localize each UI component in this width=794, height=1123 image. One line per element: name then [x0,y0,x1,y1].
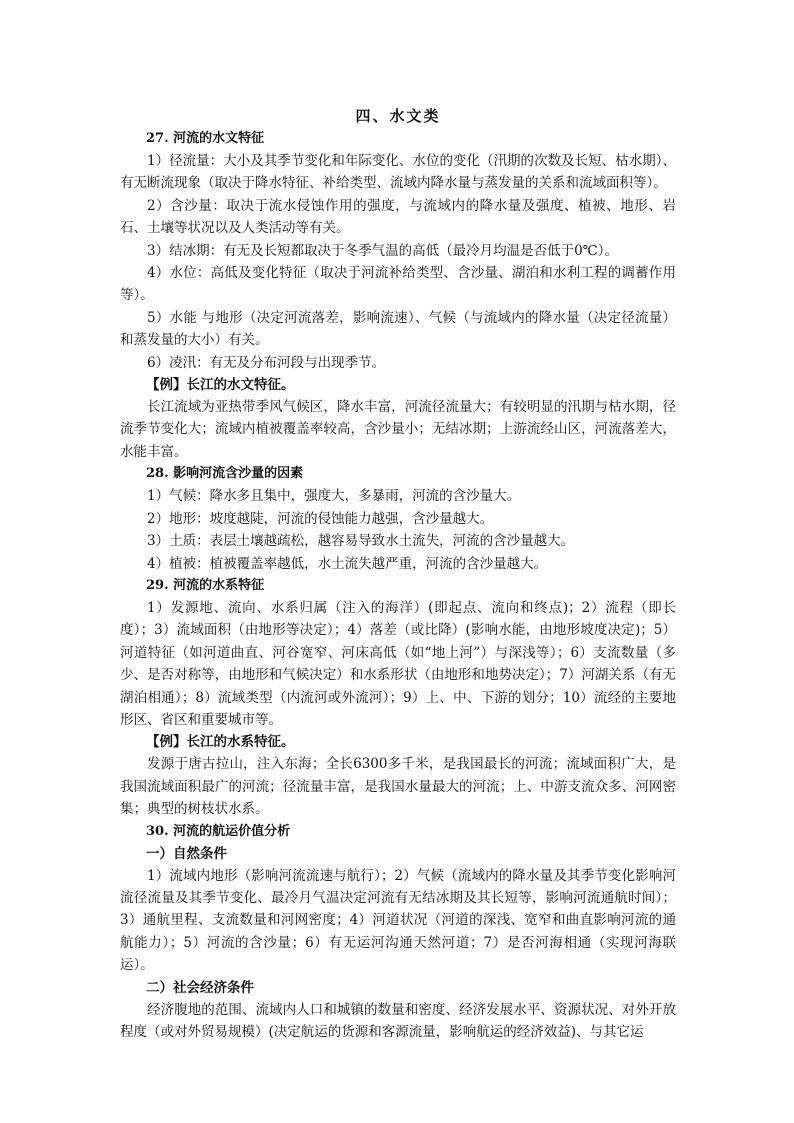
document-page [120,104,676,1043]
section-heading-30: 30. 河流的航运价值分析 [146,823,291,839]
paragraph: 3）结冰期：有无及长短都取决于冬季气温的高低（最冷月均温是否低于0℃）。 [147,242,619,259]
paragraph: 6）凌汛：有无及分布河段与出现季节。 [147,354,386,371]
paragraph: 1）径流量：大小及其季节变化和年际变化、水位的变化（汛期的次数及长短、枯水期）、有无断流现象（取决于降水特征、补给类型、流域内降水量与蒸发量的关系和流域面积等）。 [120,153,676,192]
subsection-text: 1）流域内地形（影响河流流速与航行）；2）气候（流域内的降水量及其季节变化影响河流径流量及其季节变化、最冷月气温决定河流有无结冰期及其长短等，影响河流通航时间）；3）通航里程、支流数量和河网密度；4）河道状况（河道的深浅、宽窄和曲直影响河流的通航能力）；5）河流的含沙量；6）有无运河沟通天然河道；7）是否河海相通（实现河海联运）。 [120,867,676,974]
example-label: 【例】长江的水系特征。 [146,734,295,751]
paragraph: 3）土质：表层土壤越疏松，越容易导致水土流失，河流的含沙量越大。 [147,533,575,550]
paragraph: 1）气候：降水多且集中，强度大，多暴雨，河流的含沙量大。 [147,488,521,505]
example-text: 发源于唐古拉山，注入东海；全长6300多千米，是我国最长的河流；流域面积广大，是我国流域面积最广的河流；径流量丰富，是我国水量最大的河流；上、中游支流众多、河网密集；典型的树枝状水系。 [120,756,676,818]
paragraph: 2）地形：坡度越陡，河流的侵蚀能力越强，含沙量越大。 [147,510,494,527]
paragraph: 4）植被：植被覆盖率越低，水土流失越严重，河流的含沙量越大。 [147,555,548,572]
example-label: 【例】长江的水文特征。 [146,377,295,394]
paragraph: 2）含沙量：取决于流水侵蚀作用的强度，与流域内的降水量及强度、植被、地形、岩石、土壤等状况以及人类活动等有关。 [120,197,676,237]
paragraph: 5）水能 与地形（决定河流落差，影响流速）、气候（与流域内的降水量（决定径流量）和蒸发量的大小）有关。 [120,309,676,349]
example-text: 长江流域为亚热带季风气候区，降水丰富，河流径流量大；有较明显的汛期与枯水期，径流季节变化大；流域内植被覆盖率较高，含沙量小；无结冰期；上游流经山区，河流落差大，水能丰富。 [120,399,676,460]
document-title: 四、水文类 [355,107,441,125]
subsection-label: 二）社会经济条件 [146,979,254,996]
section-heading-29: 29. 河流的水系特征 [146,577,265,593]
paragraph: 1）发源地、流向、水系归属（注入的海洋）(即起点、流向和终点)；2）流程（即长度）；3）流域面积（由地形等决定）；4）落差（或比降）(影响水能，由地形坡度决定)；5）河道特征（如河道曲直、河谷宽窄、河床高低（如“地上河”）与深浅等）；6）支流数量（多少、是否对称等，由地形和气候决定）和水系形状（由地形和地势决定）；7）河湖关系（有无湖泊相通）；8）流域类型（内流河或外流河）；9）上、中、下游的划分；10）流经的主要地形区、省区和重要城市等。 [120,599,676,728]
section-heading-28: 28. 影响河流含沙量的因素 [146,466,304,482]
subsection-label: 一）自然条件 [146,845,227,862]
section-heading-27: 27. 河流的水文特征 [146,131,265,146]
subsection-text: 经济腹地的范围、流域内人口和城镇的数量和密度、经济发展水平、资源状况、对外开放程度（或对外贸易规模）(决定航运的货源和客源流量，影响航运的经济效益)、与其它运 [120,1001,676,1040]
paragraph: 4）水位：高低及变化特征（取决于河流补给类型、含沙量、湖泊和水利工程的调蓄作用等）。 [120,265,676,304]
